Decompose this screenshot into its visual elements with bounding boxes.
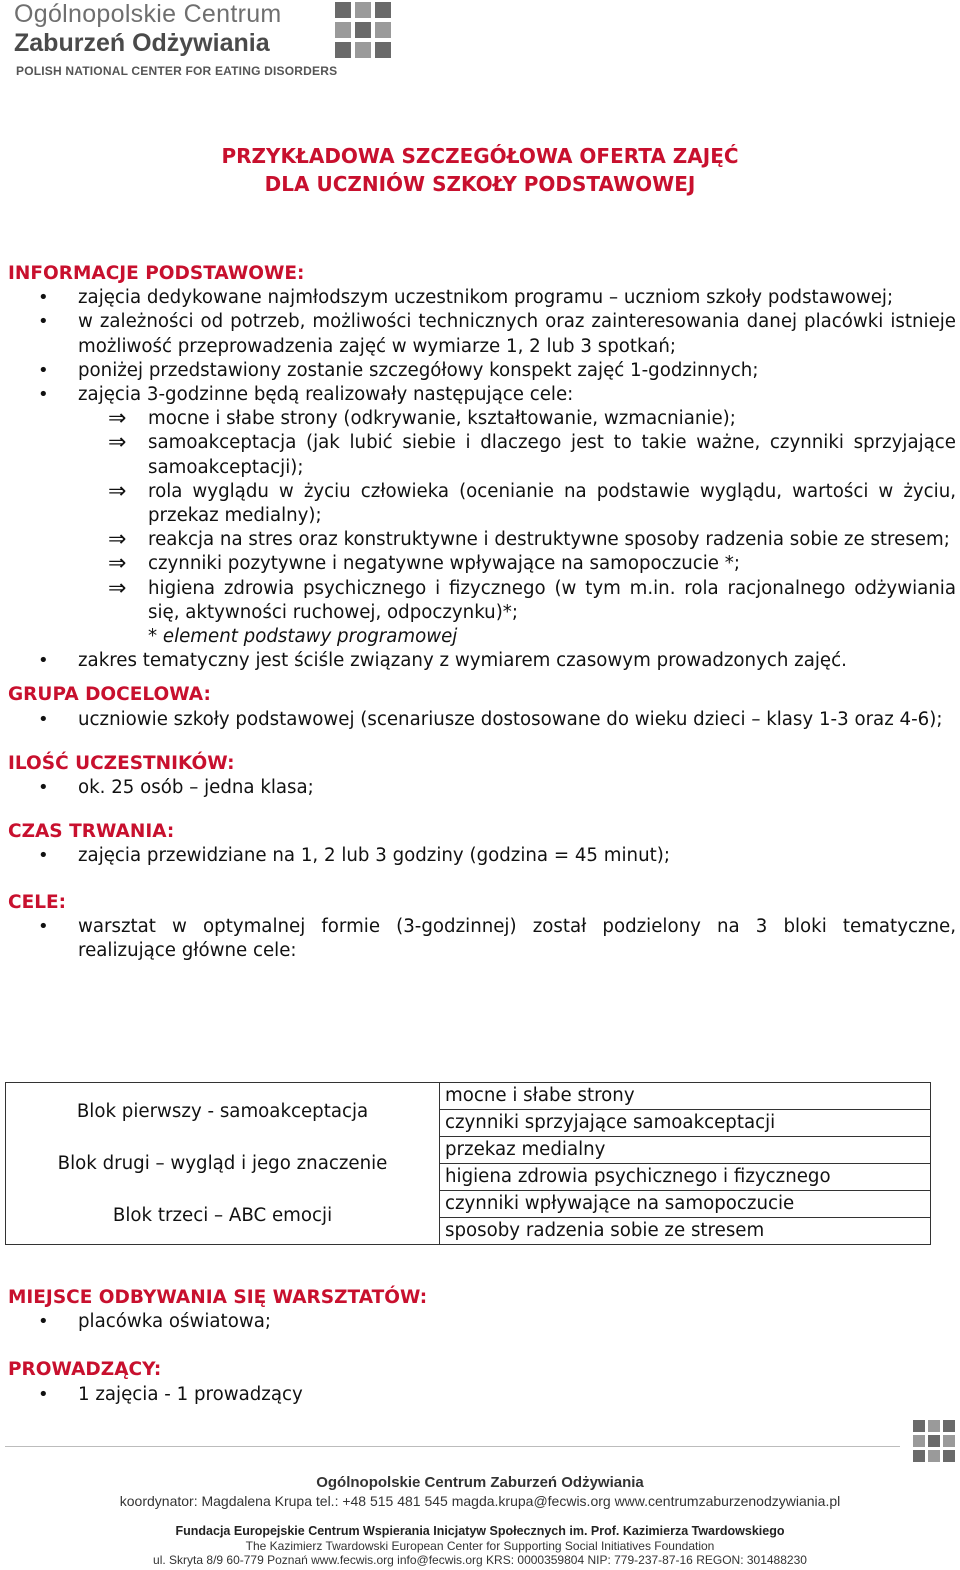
list-item: • ok. 25 osób – jedna klasa; bbox=[8, 776, 956, 800]
goal-item bbox=[8, 431, 956, 479]
footnote-note: * element podstawy programowej bbox=[148, 626, 458, 648]
prowadzacy-list bbox=[8, 1383, 948, 1407]
blocks-right-cell bbox=[440, 1137, 931, 1164]
footer-foundation-english: The Kazimierz Twardowski European Center for Supporting Social Initiatives Foundation bbox=[245, 1539, 715, 1553]
goal-item bbox=[8, 577, 956, 625]
block-name: Blok drugi – wygląd i jego znaczenie bbox=[57, 1152, 388, 1174]
list-item: • zajęcia przewidziane na 1, 2 lub 3 godziny (godzina = 45 minut); bbox=[8, 844, 956, 868]
blocks-right-cell bbox=[440, 1191, 931, 1218]
block-goal: czynniki sprzyjające samoakceptacji bbox=[445, 1112, 776, 1133]
goal-item bbox=[8, 407, 956, 431]
blocks-right-cell bbox=[440, 1218, 931, 1245]
page-header bbox=[0, 0, 960, 90]
blocks-table bbox=[5, 1082, 931, 1245]
list-item: • w zależności od potrzeb, możliwości technicznych oraz zainteresowania danej placówki istnieje możliwość przeprowadzenia zajęć w wymiarze 1, 2 lub 3 spotkań; bbox=[8, 310, 956, 358]
goal-text: reakcja na stres oraz konstruktywne i destruktywne sposoby radzenia sobie ze stresem; bbox=[148, 529, 950, 551]
block-name: Blok pierwszy - samoakceptacja bbox=[76, 1100, 369, 1122]
logo-text-line1: Ogólnopolskie Centrum bbox=[14, 0, 282, 28]
footer-foundation-name: Fundacja Europejskie Centrum Wspierania Inicjatyw Społecznych im. Prof. Kazimierza Twardowskiego bbox=[175, 1524, 785, 1538]
list-item-text: zajęcia 3-godzinne będą realizowały następujące cele: bbox=[78, 384, 574, 406]
arrow-icon: ⇒ bbox=[108, 430, 127, 456]
goal-text: higiena zdrowia psychicznego i fizycznego (w tym m.in. rola racjonalnego odżywiania się, aktywności ruchowej, odpoczynku)*; bbox=[148, 577, 956, 623]
cele-list bbox=[8, 915, 956, 963]
blocks-right-cell bbox=[440, 1164, 931, 1191]
block-goal: sposoby radzenia sobie ze stresem bbox=[445, 1220, 765, 1241]
block-goal: czynniki wpływające na samopoczucie bbox=[445, 1193, 795, 1214]
goal-text: mocne i słabe strony (odkrywanie, kształtowanie, wzmacnianie); bbox=[148, 408, 736, 430]
goals-list bbox=[78, 407, 956, 625]
footer-contact: koordynator: Magdalena Krupa tel.: +48 515 481 545 magda.krupa@fecwis.org www.centrumzaburzenodzywiania.pl bbox=[119, 1493, 841, 1509]
title-line1: PRZYKŁADOWA SZCZEGÓŁOWA OFERTA ZAJĘĆ bbox=[221, 144, 739, 168]
goal-text: samoakceptacja (jak lubić siebie i dlaczego jest to takie ważne, czynniki sprzyjające samoakceptacji); bbox=[148, 432, 956, 478]
goal-item bbox=[8, 552, 956, 576]
list-item: • uczniowie szkoły podstawowej (scenariusze dostosowane do wieku dzieci – klasy 1-3 oraz 4-6); bbox=[8, 708, 956, 732]
block-name: Blok trzeci – ABC emocji bbox=[112, 1204, 333, 1226]
main-content bbox=[8, 262, 956, 963]
block-goal: higiena zdrowia psychicznego i fizycznego bbox=[445, 1166, 831, 1187]
goal-item bbox=[8, 480, 956, 528]
logo-grid-icon bbox=[335, 2, 391, 58]
bottom-content bbox=[8, 1286, 948, 1407]
blocks-left-cell bbox=[6, 1083, 440, 1245]
arrow-icon: ⇒ bbox=[108, 551, 127, 577]
arrow-icon: ⇒ bbox=[108, 575, 127, 601]
section-heading-ilosc: ILOŚĆ UCZESTNIKÓW: bbox=[8, 752, 235, 774]
logo-tagline: POLISH NATIONAL CENTER FOR EATING DISORDERS bbox=[16, 64, 338, 78]
arrow-icon: ⇒ bbox=[108, 527, 127, 553]
list-item: • 1 zajęcia - 1 prowadzący bbox=[8, 1383, 948, 1407]
miejsce-list bbox=[8, 1310, 948, 1334]
section-heading-grupa: GRUPA DOCELOWA: bbox=[8, 684, 211, 706]
list-item: • poniżej przedstawiony zostanie szczegółowy konspekt zajęć 1-godzinnych; bbox=[8, 359, 956, 383]
goal-text: czynniki pozytywne i negatywne wpływające na samopoczucie *; bbox=[148, 553, 740, 575]
arrow-icon: ⇒ bbox=[108, 478, 127, 504]
footer-logo-grid-icon bbox=[913, 1420, 955, 1462]
blocks-right-cell bbox=[440, 1110, 931, 1137]
footer-divider bbox=[5, 1446, 900, 1447]
section-heading-miejsce: MIEJSCE ODBYWANIA SIĘ WARSZTATÓW: bbox=[8, 1287, 428, 1308]
footer-address: ul. Skryta 8/9 60-779 Poznań www.fecwis.org info@fecwis.org KRS: 0000359804 NIP: 779-237-87-16 REGON: 301488230 bbox=[153, 1553, 807, 1567]
goal-text: rola wyglądu w życiu człowieka (ocenianie na podstawie wyglądu, wartości w życiu, przekaz medialny); bbox=[148, 480, 956, 527]
ilosc-list bbox=[8, 776, 956, 800]
document-title bbox=[0, 142, 960, 198]
logo-text-line2: Zaburzeń Odżywiania bbox=[14, 29, 270, 57]
list-item: • placówka oświatowa; bbox=[8, 1310, 948, 1334]
block-goal: przekaz medialny bbox=[445, 1139, 606, 1160]
block-goal: mocne i słabe strony bbox=[445, 1085, 635, 1106]
grupa-list bbox=[8, 708, 956, 732]
section-heading-prowadzacy: PROWADZĄCY: bbox=[8, 1359, 162, 1381]
informacje-list bbox=[8, 286, 956, 673]
czas-list bbox=[8, 844, 956, 868]
section-heading-cele: CELE: bbox=[8, 891, 67, 913]
goal-item bbox=[8, 528, 956, 552]
footer-org-name: Ogólnopolskie Centrum Zaburzeń Odżywiania bbox=[316, 1474, 644, 1491]
list-item: • warsztat w optymalnej formie (3-godzinnej) został podzielony na 3 bloki tematyczne, realizujące główne cele: bbox=[8, 915, 956, 963]
arrow-icon: ⇒ bbox=[108, 406, 127, 432]
list-item: • zajęcia dedykowane najmłodszym uczestnikom programu – uczniom szkoły podstawowej; bbox=[8, 286, 956, 310]
section-heading-informacje: INFORMACJE PODSTAWOWE: bbox=[8, 263, 305, 284]
list-item-goals bbox=[8, 383, 956, 649]
blocks-right-cell bbox=[440, 1083, 931, 1110]
title-line2: DLA UCZNIÓW SZKOŁY PODSTAWOWEJ bbox=[264, 172, 696, 196]
list-item: • zakres tematyczny jest ściśle związany z wymiarem czasowym prowadzonych zajęć. bbox=[8, 649, 956, 673]
section-heading-czas: CZAS TRWANIA: bbox=[8, 821, 175, 843]
